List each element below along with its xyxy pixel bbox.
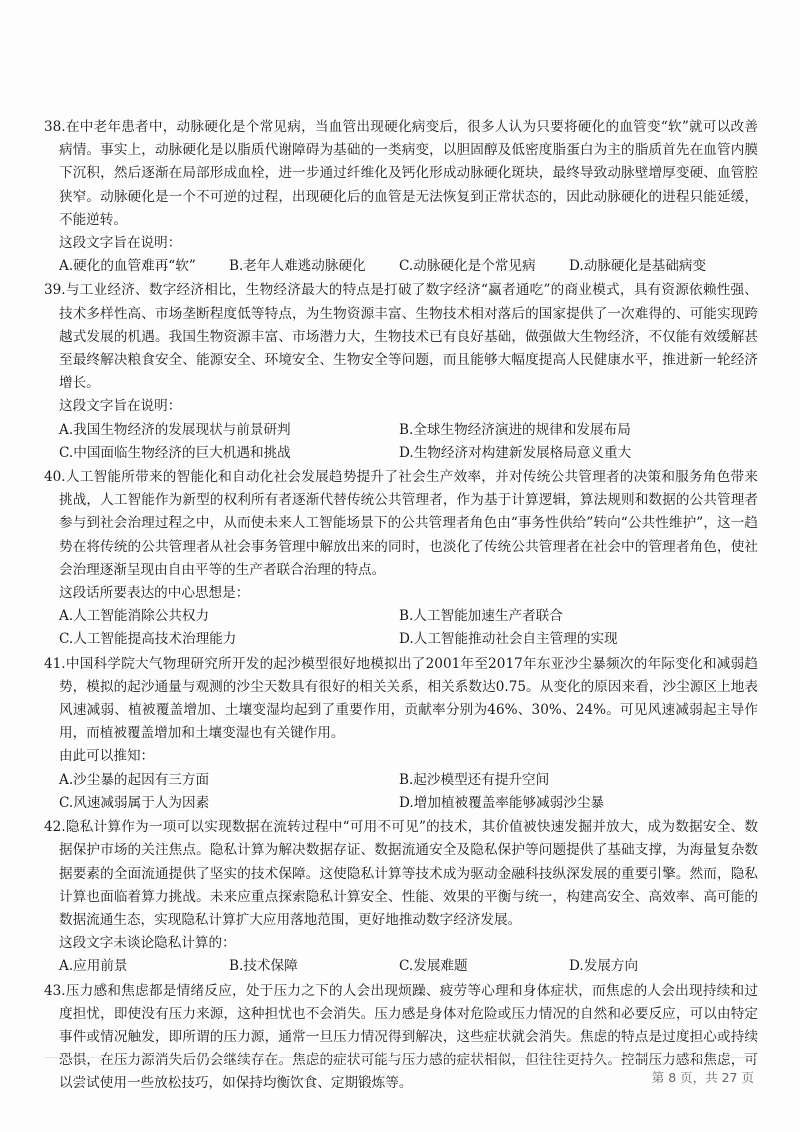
question-40 [44,466,758,652]
passage-text: 中国科学院大气物理研究所开发的起沙模型很好地模拟出了2001年至2017年东亚沙尘暴频次的年际变化和减弱趋势，模拟的起沙通量与观测的沙尘天数具有很好的相关关系，相关系数达0.75。从变化的原因来看，沙尘源区上地表风速减弱、植被覆盖增加、土壤变湿均起到了重要作用，贡献率分别为46%、30%、24%。可见风速减弱起主导作用，而植被覆盖增加和土壤变湿也有关键作用。 [59,655,758,742]
question-number: 42. [44,819,66,836]
passage-text: 压力感和焦虑都是情绪反应，处于压力之下的人会出现烦躁、疲劳等心理和身体症状，而焦虑的人会出现持续和过度担忧，即使没有压力来源，这种担忧也不会消失。压力感是身体对危险或压力情况的自然和必要反应，可以由特定事件或情况触发，即所谓的压力源，通常一旦压力情况得到解决，这些症状就会消失。焦虑的特点是过度担心或持续恐惧，在压力源消失后仍会继续存在。焦虑的症状可能与压力感的症状相似，但往往更持久。控制压力感和焦虑，可以尝试使用一些放松技巧，如保持均衡饮食、定期锻炼等。 [59,982,758,1092]
question-passage [44,279,758,395]
option-list [44,605,758,651]
option-d: D.动脉硬化是基础病变 [569,258,707,275]
option-c: C.风速减弱属于人为因素 [59,794,210,811]
passage-text: 人工智能所带来的智能化和自动化社会发展趋势提升了社会生产效率，并对传统公共管理者的决策和服务角色带来挑战，人工智能作为新型的权利所有者逐渐代替传统公共管理者，作为基于计算逻辑，算法规则和数据的公共管理者参与到社会治理过程之中，从而使未来人工智能场景下的公共管理者角色由“事务性供给”转向“公共性维护”，这一趋势在将传统的公共管理者从社会事务管理中解放出来的同时，也淡化了传统公共管理者在社会中的管理者角色，使社会治理逐渐呈现由自由平等的生产者联合治理的特点。 [59,469,758,578]
footer-divider [44,1057,756,1058]
option-a: A.人工智能消除公共权力 [59,608,210,625]
option-b: B.老年人难逃动脉硬化 [229,258,366,275]
question-passage [44,466,758,582]
passage-text: 在中老年患者中，动脉硬化是个常见病，当血管出现硬化病变后，很多人认为只要将硬化的血管变“软”就可以改善病情。事实上，动脉硬化是以脂质代谢障碍为基础的一类病变，以胆固醇及低密度脂蛋白为主的脂质首先在血管内膜下沉积，然后逐渐在局部形成血栓，进一步通过纤维化及钙化形成动脉硬化斑块，最终导致动脉壁增厚变硬、血管腔狭窄。动脉硬化是一个不可逆的过程，出现硬化后的血管是无法恢复到正常状态的，因此动脉硬化的进程只能延缓，不能逆转。 [59,119,758,228]
question-stem: 这段话所要表达的中心思想是： [59,585,250,602]
option-list [44,419,758,465]
option-c: C.人工智能提高技术治理能力 [59,631,237,648]
question-number: 41. [44,655,66,672]
question-stem: 这段文字旨在说明： [59,398,182,415]
question-number: 43. [44,982,66,999]
question-number: 39. [44,282,66,299]
option-d: D.人工智能推动社会自主管理的实现 [399,631,618,648]
question-38 [44,116,758,278]
option-a: A.应用前景 [59,958,128,975]
option-a: A.我国生物经济的发展现状与前景研判 [59,421,291,438]
option-list [44,255,758,278]
question-stem: 这段文字旨在说明： [59,235,182,252]
question-number: 40. [44,469,66,486]
option-d: D.增加植被覆盖率能够减弱沙尘暴 [399,794,605,811]
option-c: C.发展难题 [399,958,468,975]
option-b: B.全球生物经济演进的规律和发展布局 [399,421,631,438]
option-a: A.沙尘暴的起因有三方面 [59,771,210,788]
option-b: B.人工智能加速生产者联合 [399,608,563,625]
question-39 [44,279,758,465]
option-c: C.动脉硬化是个常见病 [399,258,536,275]
option-a: A.硬化的血管难再“软” [59,258,196,275]
question-42 [44,816,758,978]
option-d: D.发展方向 [569,958,639,975]
question-list [44,116,758,1096]
passage-text: 隐私计算作为一项可以实现数据在流转过程中“可用不可见”的技术，其价值被快速发掘并放大，成为数据安全、数据保护市场的关注焦点。隐私计算为解决数据存证、数据流通安全及隐私保护等问题提供了基础支撑，为海量复杂数据要素的全面流通提供了坚实的技术保障。这使隐私计算等技术成为驱动金融科技纵深发展的重要引擎。然而，隐私计算也面临着算力挑战。未来应重点探索隐私计算安全、性能、效果的平衡与统一，构建高安全、高效率、高可能的数据流通生态，实现隐私计算扩大应用落地范围，更好地推动数字经济发展。 [59,819,758,928]
question-number: 38. [44,119,66,135]
question-passage [44,116,758,232]
option-d: D.生物经济对构建新发展格局意义重大 [399,444,632,461]
question-41 [44,653,758,815]
option-b: B.技术保障 [229,958,298,975]
option-list [44,769,758,815]
question-stem: 这段文字未谈论隐私计算的： [59,935,236,952]
passage-text: 与工业经济、数字经济相比，生物经济最大的特点是打破了数字经济“赢者通吃”的商业模式，具有资源依赖性强、技术多样性高、市场垄断程度低等特点，为生物资源丰富、生物技术相对落后的国家提供了一次难得的、可能实现跨越式发展的机遇。我国生物资源丰富、市场潜力大，生物技术已有良好基础，做强做大生物经济，不仅能有效缓解甚至最终解决粮食安全、能源安全、环境安全、生物安全等问题，而且能够大幅度提高人民健康水平，推进新一轮经济增长。 [59,282,758,392]
option-list [44,955,758,978]
question-passage [44,653,758,746]
question-passage [44,816,758,932]
question-stem: 由此可以推知： [59,748,155,765]
page-number: 第 8 页，共 27 页 [651,1070,754,1085]
option-b: B.起沙模型还有提升空间 [399,771,550,788]
option-c: C.中国面临生物经济的巨大机遇和挑战 [59,444,291,461]
